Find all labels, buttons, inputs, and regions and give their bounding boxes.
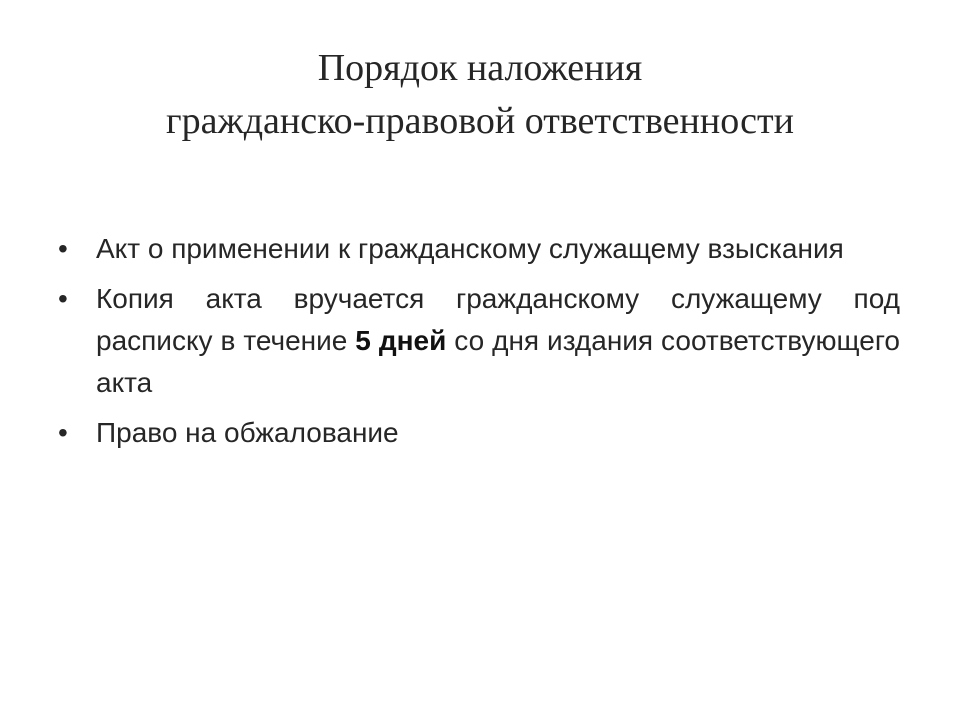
- bullet-item: [58, 412, 900, 454]
- title-line-2: гражданско-правовой ответственности: [166, 100, 794, 142]
- bullet-item: [58, 228, 900, 270]
- bullet-text-bold: 5 дней: [355, 325, 447, 356]
- bullet-list: [58, 228, 900, 462]
- bullet-icon: •: [58, 233, 68, 264]
- bullet-icon: •: [58, 417, 68, 448]
- bullet-text-before: Копия акта вручается гражданскому служащему под расписку в течение: [96, 283, 900, 356]
- bullet-icon: •: [58, 283, 68, 314]
- bullet-text-after: со дня издания соответствующего акта: [96, 325, 900, 398]
- bullet-item: [58, 278, 900, 404]
- bullet-text: Право на обжалование: [96, 417, 399, 448]
- slide-title: [60, 42, 900, 148]
- title-line-1: Порядок наложения: [317, 47, 643, 89]
- bullet-text: Акт о применении к гражданскому служащему взыскания: [96, 233, 844, 264]
